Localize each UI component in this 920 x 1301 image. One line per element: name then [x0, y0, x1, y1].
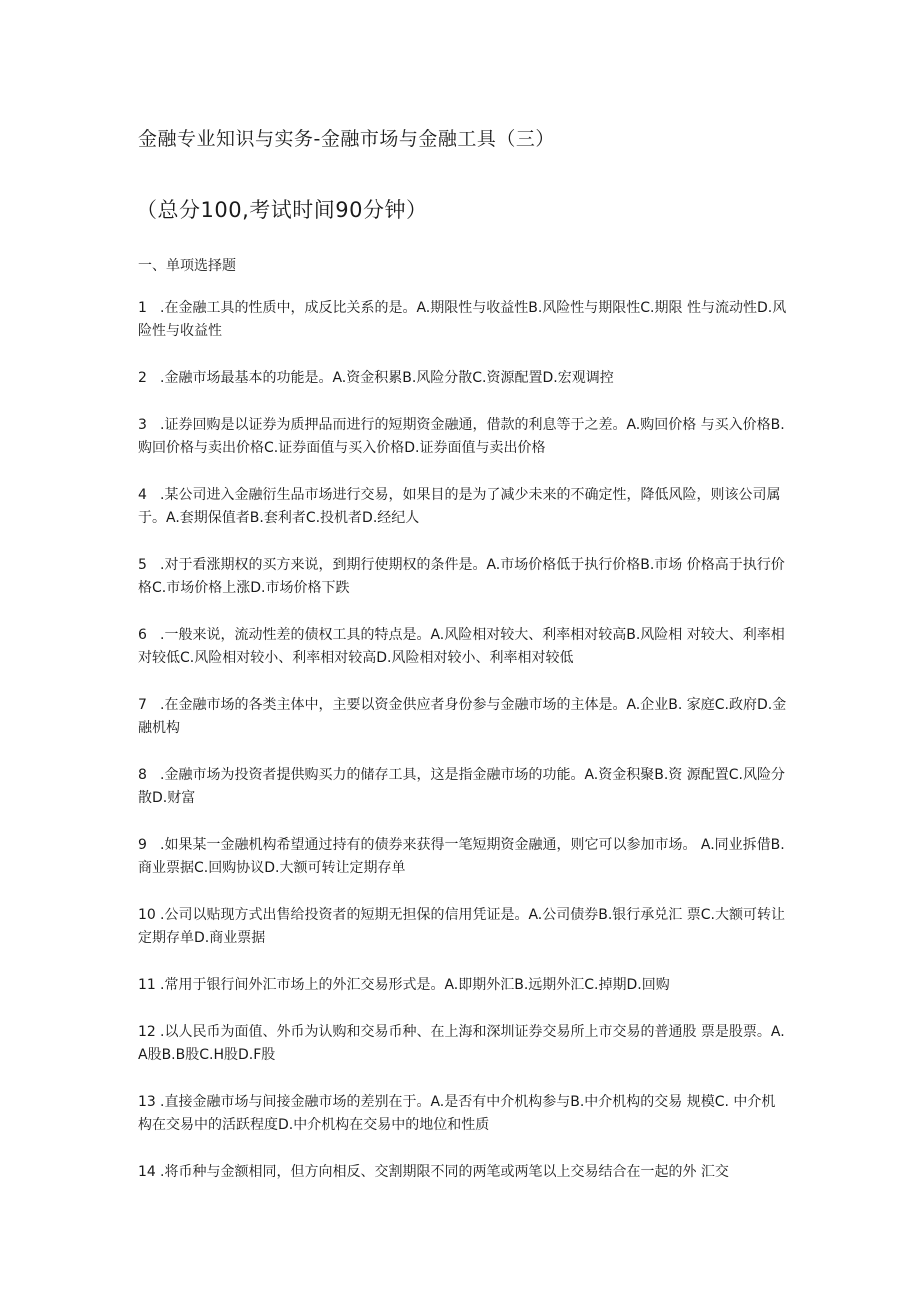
section-heading: 一、单项选择题	[138, 258, 236, 274]
question-item	[138, 974, 788, 997]
question-item	[138, 1021, 788, 1067]
question-number: 12	[138, 1024, 156, 1040]
question-item	[138, 484, 788, 530]
question-item	[138, 904, 788, 950]
question-number: 10	[138, 907, 156, 923]
question-item	[138, 554, 788, 600]
question-text: .金融市场为投资者提供购买力的储存工具，这是指金融市场的功能。A.资金积聚B.资 源配置C.风险分散D.财富	[138, 767, 785, 806]
question-text: .公司以贴现方式出售给投资者的短期无担保的信用凭证是。A.公司债券B.银行承兑汇 票C.大额可转让定期存单D.商业票据	[138, 907, 785, 946]
question-number: 5	[138, 557, 147, 573]
question-item	[138, 834, 788, 880]
question-text: .在金融市场的各类主体中，主要以资金供应者身份参与金融市场的主体是。A.企业B. 家庭C.政府D.金融机构	[138, 697, 787, 736]
question-text: .在金融工具的性质中，成反比关系的是。A.期限性与收益性B.风险性与期限性C.期限 性与流动性D.风险性与收益性	[138, 300, 787, 339]
question-text: .将币种与金额相同，但方向相反、交割期限不同的两笔或两笔以上交易结合在一起的外 汇交	[160, 1164, 729, 1180]
question-item	[138, 624, 788, 670]
question-text: .以人民币为面值、外币为认购和交易币种、在上海和深圳证券交易所上市交易的普通股 票是股票。A.A股B.B股C.H股D.F股	[138, 1024, 785, 1063]
question-number: 9	[138, 837, 147, 853]
question-number: 14	[138, 1164, 156, 1180]
question-number: 3	[138, 417, 147, 433]
question-item	[138, 694, 788, 740]
question-number: 2	[138, 370, 147, 386]
question-text: .一般来说，流动性差的债权工具的特点是。A.风险相对较大、利率相对较高B.风险相 对较大、利率相对较低C.风险相对较小、利率相对较高D.风险相对较小、利率相对较低	[138, 627, 785, 666]
question-text: .证券回购是以证券为质押品而进行的短期资金融通，借款的利息等于之差。A.购回价格 与买入价格B.购回价格与卖出价格C.证券面值与买入价格D.证券面值与卖出价格	[138, 417, 785, 456]
question-text: .某公司进入金融衍生品市场进行交易，如果目的是为了减少未来的不确定性，降低风险，则该公司属于。A.套期保值者B.套利者C.投机者D.经纪人	[138, 487, 781, 526]
question-item	[138, 1091, 788, 1137]
question-item	[138, 764, 788, 810]
page-title: 金融专业知识与实务-金融市场与金融工具（三）	[138, 128, 555, 150]
question-item	[138, 297, 788, 343]
question-number: 1	[138, 300, 147, 316]
question-number: 6	[138, 627, 147, 643]
question-item	[138, 367, 788, 390]
question-item	[138, 1161, 788, 1184]
question-text: .常用于银行间外汇市场上的外汇交易形式是。A.即期外汇B.远期外汇C.掉期D.回购	[160, 977, 670, 993]
question-list	[138, 297, 788, 1208]
exam-info: （总分100,考试时间90分钟）	[136, 198, 428, 222]
question-number: 7	[138, 697, 147, 713]
question-text: .如果某一金融机构希望通过持有的债券来获得一笔短期资金融通，则它可以参加市场。 A.同业拆借B.商业票据C.回购协议D.大额可转让定期存单	[138, 837, 785, 876]
question-text: .金融市场最基本的功能是。A.资金积累B.风险分散C.资源配置D.宏观调控	[160, 370, 614, 386]
question-number: 8	[138, 767, 147, 783]
question-text: .直接金融市场与间接金融市场的差别在于。A.是否有中介机构参与B.中介机构的交易 规模C. 中介机构在交易中的活跃程度D.中介机构在交易中的地位和性质	[138, 1094, 776, 1133]
question-number: 13	[138, 1094, 156, 1110]
question-number: 11	[138, 977, 156, 993]
question-item	[138, 414, 788, 460]
question-text: .对于看涨期权的买方来说，到期行使期权的条件是。A.市场价格低于执行价格B.市场 价格高于执行价格C.市场价格上涨D.市场价格下跌	[138, 557, 785, 596]
question-number: 4	[138, 487, 147, 503]
